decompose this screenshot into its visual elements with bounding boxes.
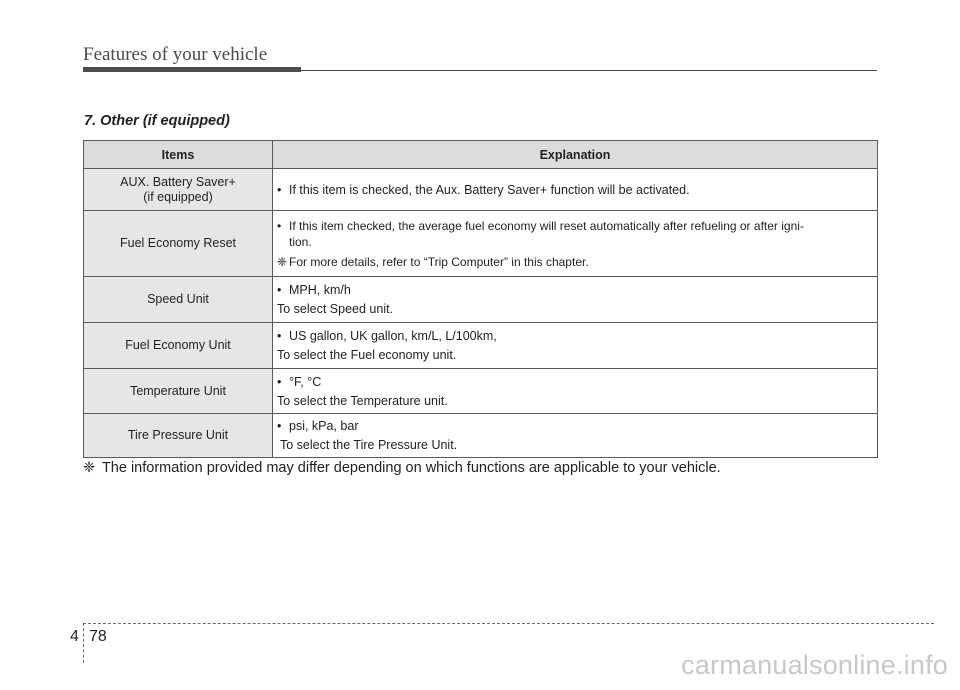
page-number: 78 [89, 628, 107, 645]
explanation-cell [273, 414, 878, 458]
bullet-icon: • [277, 329, 282, 343]
footnote-text: The information provided may differ depending on which functions are applicable to your vehicle. [101, 460, 721, 476]
item-cell [84, 369, 273, 414]
item-cell [84, 211, 273, 277]
table-row-tire-pressure-unit [84, 414, 878, 458]
bullet-item [277, 418, 873, 434]
bullet-item [277, 282, 873, 298]
item-cell [84, 414, 273, 458]
bullet-text: MPH, km/h [289, 283, 351, 297]
explanation-cell [273, 277, 878, 323]
description-text: To select the Tire Pressure Unit. [280, 438, 458, 452]
bullet-text: US gallon, UK gallon, km/L, L/100km, [289, 329, 497, 343]
table-row-fuel-economy-unit [84, 323, 878, 369]
item-label: Speed Unit [147, 292, 209, 306]
bullet-icon: • [277, 182, 282, 197]
explanation-cell [273, 323, 878, 369]
table-row-speed-unit [84, 277, 878, 323]
item-label: Tire Pressure Unit [127, 428, 229, 442]
note-item [277, 254, 873, 270]
item-label: Fuel Economy Unit [125, 338, 231, 352]
bullet-item [277, 182, 873, 198]
bullet-icon: • [277, 419, 282, 433]
footer-divider [83, 623, 84, 663]
explanation-cell [273, 211, 878, 277]
bullet-icon: • [277, 283, 282, 297]
explanation-cell [273, 369, 878, 414]
header-items: Items [84, 141, 273, 169]
description-text: To select the Fuel economy unit. [277, 348, 457, 362]
bullet-text: If this item is checked, the Aux. Battery Saver+ function will be activated. [289, 182, 690, 197]
footer-rule [83, 623, 934, 624]
header-rule-thin [301, 70, 877, 71]
bullet-item [277, 218, 873, 250]
item-label: AUX. Battery Saver+ [120, 174, 236, 189]
table-row-temperature-unit [84, 369, 878, 414]
footnote [83, 460, 721, 476]
bullet-text: °F, °C [289, 374, 322, 389]
bullet-text-continued: tion. [289, 234, 312, 249]
note-text: For more details, refer to “Trip Computer” in this chapter. [289, 254, 589, 269]
explanation-cell [273, 169, 878, 211]
chapter-number: 4 [70, 628, 79, 645]
note-icon: ❈ [277, 254, 288, 269]
watermark-text: carmanualsonline.info [681, 650, 948, 680]
description-text: To select the Temperature unit. [277, 393, 448, 408]
header-title: Features of your vehicle [83, 44, 268, 65]
settings-table [83, 140, 878, 458]
table-row-fuel-economy-reset [84, 211, 878, 277]
bullet-icon: • [277, 374, 282, 389]
item-label-qualifier: (if equipped) [143, 189, 213, 204]
table-header-row [84, 141, 878, 169]
bullet-text: If this item checked, the average fuel economy will reset automatically after refueling or after igni- [289, 218, 804, 233]
header-rule-thick [83, 67, 301, 72]
bullet-item [277, 328, 873, 344]
item-label: Fuel Economy Reset [119, 236, 237, 250]
item-label: Temperature Unit [130, 383, 226, 398]
section-title: 7. Other (if equipped) [84, 113, 230, 129]
item-cell [84, 323, 273, 369]
item-cell [84, 277, 273, 323]
bullet-item [277, 374, 873, 390]
header-explanation: Explanation [273, 141, 878, 169]
table-row-aux-battery-saver [84, 169, 878, 211]
note-icon: ❈ [83, 460, 96, 476]
bullet-icon: • [277, 218, 282, 233]
bullet-text: psi, kPa, bar [289, 419, 359, 433]
item-cell [84, 169, 273, 211]
description-text: To select Speed unit. [277, 302, 394, 316]
